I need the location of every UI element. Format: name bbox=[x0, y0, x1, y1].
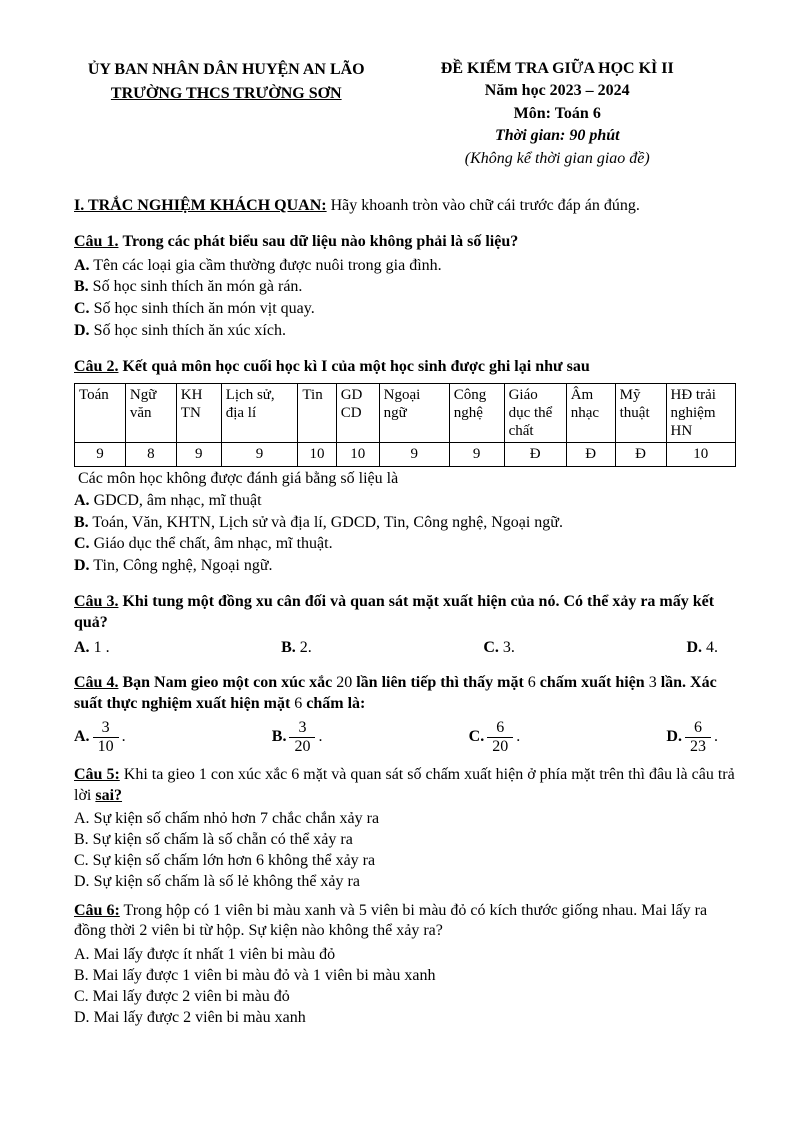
document-header bbox=[74, 58, 736, 170]
option-text: Tin, Công nghệ, Ngoại ngữ. bbox=[93, 557, 273, 575]
school-year: Năm học 2023 – 2024 bbox=[484, 82, 630, 100]
question-1-label: Câu 1. bbox=[74, 232, 119, 250]
option-text: Sự kiện số chấm là số lẻ không thể xảy ra bbox=[93, 872, 360, 890]
question-4-text: lần. Xác suất thực nghiệm xuất hiện mặt bbox=[74, 674, 717, 713]
option-letter: C. bbox=[74, 535, 90, 553]
fraction-numerator: 6 bbox=[685, 719, 711, 738]
option-text: Mai lấy được 1 viên bi màu đỏ và 1 viên bi màu xanh bbox=[92, 966, 436, 984]
table-header-cell: Giáo dục thể chất bbox=[504, 383, 566, 442]
question-4 bbox=[74, 673, 736, 756]
fraction-numerator: 6 bbox=[487, 719, 513, 738]
table-header-cell: Tin bbox=[298, 383, 336, 442]
table-header-cell: HĐ trải nghiệm HN bbox=[666, 383, 735, 442]
fraction bbox=[93, 719, 119, 757]
question-6-text2: Mai lấy ra đồng thời 2 viên bi từ hộp. Sự kiện nào không thể xảy ra? bbox=[74, 901, 708, 940]
score-table-value-row bbox=[75, 442, 736, 467]
option-letter: B. bbox=[74, 831, 89, 849]
question-3-label: Câu 3. bbox=[74, 593, 119, 611]
option-letter: A. bbox=[74, 810, 90, 828]
option-suffix: . bbox=[318, 728, 323, 746]
table-value-cell: 10 bbox=[298, 442, 336, 467]
table-header-cell: Ngữ văn bbox=[125, 383, 176, 442]
question-1-option-c bbox=[74, 299, 736, 320]
option-letter: D. bbox=[74, 321, 90, 339]
question-4-number: 6 bbox=[527, 674, 536, 692]
option-letter: B. bbox=[271, 728, 287, 746]
option-letter: C. bbox=[74, 851, 89, 869]
option-letter: A. bbox=[74, 728, 90, 746]
question-6 bbox=[74, 901, 736, 1029]
question-4-option-d bbox=[666, 719, 718, 757]
section-1-instruction: Hãy khoanh tròn vào chữ cái trước đáp án đúng. bbox=[330, 196, 640, 214]
option-letter: A. bbox=[74, 638, 90, 656]
option-letter: D. bbox=[666, 728, 682, 746]
option-letter: B. bbox=[74, 278, 89, 296]
option-letter: D. bbox=[74, 557, 90, 575]
option-suffix: . bbox=[121, 728, 126, 746]
option-suffix: . bbox=[516, 728, 521, 746]
table-header-cell: Lịch sử, địa lí bbox=[221, 383, 298, 442]
question-3-option-c bbox=[483, 638, 515, 659]
option-text: Sự kiện số chấm nhỏ hơn 7 chắc chắn xảy ra bbox=[93, 810, 380, 828]
question-2-title bbox=[74, 357, 736, 378]
option-suffix: . bbox=[713, 728, 718, 746]
duration: Thời gian: 90 phút bbox=[494, 127, 620, 145]
option-letter: B. bbox=[74, 513, 89, 531]
table-header-cell: Ngoại ngữ bbox=[379, 383, 449, 442]
question-4-label: Câu 4. bbox=[74, 674, 119, 692]
question-4-number: 20 bbox=[336, 674, 353, 692]
option-text: Mai lấy được ít nhất 1 viên bi màu đỏ bbox=[93, 946, 336, 964]
fraction-denominator: 20 bbox=[492, 738, 509, 756]
option-text: 2. bbox=[299, 638, 312, 656]
option-text: Sự kiện số chấm lớn hơn 6 không thể xảy ra bbox=[92, 851, 376, 869]
table-header-cell: Công nghệ bbox=[449, 383, 504, 442]
question-5-sai: sai? bbox=[95, 786, 123, 804]
question-1-option-a bbox=[74, 256, 736, 277]
question-3-option-a bbox=[74, 638, 110, 659]
question-4-text: lần liên tiếp thì thấy mặt bbox=[356, 674, 524, 692]
school-name: TRƯỜNG THCS TRƯỜNG SƠN bbox=[110, 85, 342, 102]
option-letter: D. bbox=[686, 638, 702, 656]
option-letter: C. bbox=[74, 300, 90, 318]
question-4-option-c bbox=[469, 719, 521, 757]
question-6-title bbox=[74, 901, 736, 943]
option-text: 4. bbox=[706, 638, 718, 656]
score-table-header-row bbox=[75, 383, 736, 442]
fraction bbox=[685, 719, 711, 757]
option-text: Mai lấy được 2 viên bi màu đỏ bbox=[92, 987, 290, 1005]
fraction bbox=[487, 719, 513, 757]
question-2-option-b bbox=[74, 513, 736, 534]
table-value-cell: Đ bbox=[566, 442, 615, 467]
question-2-option-d bbox=[74, 556, 736, 577]
table-value-cell: 9 bbox=[221, 442, 298, 467]
fraction-denominator: 10 bbox=[97, 738, 114, 756]
option-letter: B. bbox=[74, 966, 89, 984]
question-4-title bbox=[74, 673, 736, 715]
table-value-cell: 9 bbox=[75, 442, 126, 467]
question-2-option-c bbox=[74, 534, 736, 555]
issuer-block bbox=[74, 58, 379, 170]
question-5-label: Câu 5: bbox=[74, 765, 120, 783]
question-2 bbox=[74, 357, 736, 577]
table-header-cell: KH TN bbox=[176, 383, 221, 442]
option-text: Giáo dục thể chất, âm nhạc, mĩ thuật. bbox=[93, 535, 333, 553]
question-6-text: Trong hộp có 1 viên bi màu xanh và 5 viên bi màu đỏ có kích thước giống nhau. bbox=[123, 901, 638, 919]
table-header-cell: Mỹ thuật bbox=[615, 383, 666, 442]
option-text: Mai lấy được 2 viên bi màu xanh bbox=[93, 1008, 306, 1026]
fraction-denominator: 20 bbox=[294, 738, 311, 756]
issuer-name: ỦY BAN NHÂN DÂN HUYỆN AN LÃO bbox=[87, 61, 365, 78]
table-value-cell: Đ bbox=[504, 442, 566, 467]
question-3-option-d bbox=[686, 638, 718, 659]
question-6-label: Câu 6: bbox=[74, 901, 120, 919]
question-4-text: chấm xuất hiện bbox=[539, 674, 645, 692]
option-text: 3. bbox=[502, 638, 515, 656]
option-letter: D. bbox=[74, 1008, 90, 1026]
fraction bbox=[289, 719, 315, 757]
question-4-option-b bbox=[272, 719, 323, 757]
option-text: Số học sinh thích ăn món vịt quay. bbox=[93, 300, 315, 318]
question-1-option-b bbox=[74, 277, 736, 298]
question-5-option-a bbox=[74, 809, 736, 830]
option-text: Toán, Văn, KHTN, Lịch sử và địa lí, GDCD, Tin, Công nghệ, Ngoại ngữ. bbox=[92, 513, 563, 531]
question-3 bbox=[74, 592, 736, 658]
question-1-option-d bbox=[74, 321, 736, 342]
table-value-cell: 10 bbox=[336, 442, 379, 467]
question-6-option-a bbox=[74, 945, 736, 966]
question-5-title bbox=[74, 765, 736, 807]
question-1 bbox=[74, 232, 736, 342]
exam-title: ĐỀ KIỂM TRA GIỮA HỌC KÌ II bbox=[440, 60, 674, 77]
question-4-option-a bbox=[74, 719, 126, 757]
option-text: Số học sinh thích ăn xúc xích. bbox=[93, 321, 286, 339]
option-letter: C. bbox=[483, 638, 499, 656]
fraction-numerator: 3 bbox=[289, 719, 315, 738]
question-4-options bbox=[74, 719, 736, 757]
question-1-text: Trong các phát biểu sau dữ liệu nào không phải là số liệu? bbox=[122, 232, 519, 250]
question-3-text: Khi tung một đồng xu cân đối và quan sát mặt xuất hiện của nó. Có thể xảy ra mấy kết quả? bbox=[74, 593, 715, 631]
option-text: GDCD, âm nhạc, mĩ thuật bbox=[93, 491, 262, 509]
score-table bbox=[74, 383, 736, 468]
question-4-text: Bạn Nam gieo một con xúc xắc bbox=[122, 674, 333, 692]
question-5-text: Khi ta gieo 1 con xúc xắc 6 mặt và quan sát số chấm xuất hiện ở phía mặt trên thì đâu là câu trả lời bbox=[74, 765, 735, 804]
table-header-cell: GD CD bbox=[336, 383, 379, 442]
question-4-number: 6 bbox=[294, 695, 303, 713]
option-letter: C. bbox=[74, 987, 89, 1005]
option-letter: A. bbox=[74, 491, 90, 509]
exam-title-block bbox=[379, 58, 736, 170]
option-text: Số học sinh thích ăn món gà rán. bbox=[92, 278, 303, 296]
section-1-title: I. TRẮC NGHIỆM KHÁCH QUAN: bbox=[74, 196, 327, 214]
question-5-option-b bbox=[74, 830, 736, 851]
question-2-option-a bbox=[74, 491, 736, 512]
fraction-denominator: 23 bbox=[689, 738, 706, 756]
table-value-cell: 9 bbox=[379, 442, 449, 467]
question-3-option-b bbox=[281, 638, 312, 659]
table-value-cell: Đ bbox=[615, 442, 666, 467]
question-5 bbox=[74, 765, 736, 893]
table-value-cell: 8 bbox=[125, 442, 176, 467]
option-letter: B. bbox=[281, 638, 296, 656]
option-letter: C. bbox=[468, 728, 485, 746]
table-header-cell: Âm nhạc bbox=[566, 383, 615, 442]
option-text: 1 . bbox=[93, 638, 110, 656]
table-value-cell: 10 bbox=[666, 442, 735, 467]
question-6-option-d bbox=[74, 1008, 736, 1029]
question-2-label: Câu 2. bbox=[74, 357, 119, 375]
fraction-numerator: 3 bbox=[93, 719, 119, 738]
table-value-cell: 9 bbox=[449, 442, 504, 467]
question-3-title bbox=[74, 592, 736, 634]
option-text: Sự kiện số chấm là số chẵn có thể xảy ra bbox=[92, 831, 353, 849]
question-6-option-c bbox=[74, 987, 736, 1008]
question-3-options bbox=[74, 638, 736, 659]
question-2-note: Các môn học không được đánh giá bằng số liệu là bbox=[78, 470, 399, 488]
question-4-text: chấm là: bbox=[306, 695, 366, 713]
table-value-cell: 9 bbox=[176, 442, 221, 467]
question-6-option-b bbox=[74, 966, 736, 987]
option-text: Tên các loại gia cầm thường được nuôi trong gia đình. bbox=[93, 256, 442, 274]
question-2-text: Kết quả môn học cuối học kì I của một học sinh được ghi lại như sau bbox=[122, 357, 590, 375]
option-letter: A. bbox=[74, 256, 90, 274]
option-letter: A. bbox=[74, 946, 90, 964]
question-5-option-c bbox=[74, 851, 736, 872]
duration-note: (Không kể thời gian giao đề) bbox=[464, 149, 650, 167]
option-letter: D. bbox=[74, 872, 90, 890]
table-header-cell: Toán bbox=[75, 383, 126, 442]
section-1-heading bbox=[74, 196, 736, 217]
question-4-number: 3 bbox=[648, 674, 657, 692]
question-1-title bbox=[74, 232, 736, 253]
subject: Môn: Toán 6 bbox=[513, 104, 601, 122]
question-5-option-d bbox=[74, 872, 736, 893]
